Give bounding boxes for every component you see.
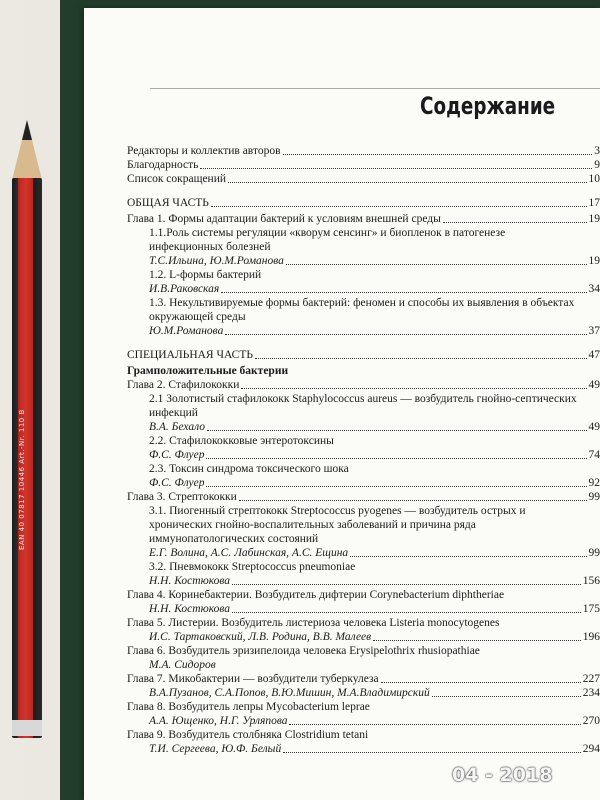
toc-sub[interactable] xyxy=(127,504,600,546)
toc-section-text: ОБЩАЯ ЧАСТЬ xyxy=(127,197,209,209)
toc-heading-text: Грамположительные бактерии xyxy=(127,365,289,377)
toc-page-number: 196 xyxy=(582,631,600,643)
toc-entry-text: Глава 7. Микобактерии — возбудители туберкулеза xyxy=(127,673,379,685)
leader-dots xyxy=(289,724,580,725)
toc-entry-text: Глава 3. Стрептококки xyxy=(127,491,237,503)
toc-page-number: 99 xyxy=(588,491,600,503)
toc-page-number: 49 xyxy=(588,379,600,391)
header-rule xyxy=(150,88,600,89)
toc-entry[interactable] xyxy=(127,644,600,658)
leader-dots xyxy=(225,334,586,335)
toc-entry-text: Редакторы и коллектив авторов xyxy=(127,145,281,157)
leader-dots xyxy=(232,612,581,613)
toc-page-number: 74 xyxy=(588,449,600,461)
leader-dots xyxy=(228,182,586,183)
toc-author-text: Т.С.Ильина, Ю.М.Романова xyxy=(149,255,284,267)
toc-author-text: Ф.С. Флуер xyxy=(149,449,205,461)
leader-dots xyxy=(206,486,586,487)
toc-author[interactable] xyxy=(127,546,600,560)
toc-author-text: Ю.М.Романова xyxy=(149,325,224,337)
toc-entry[interactable] xyxy=(127,378,600,392)
leader-dots xyxy=(381,682,581,683)
toc-page-number: 47 xyxy=(588,349,600,361)
toc-author[interactable] xyxy=(127,324,600,338)
leader-dots xyxy=(241,388,586,389)
toc-author-text: Е.Г. Волина, А.С. Лабинская, А.С. Ещина xyxy=(149,547,349,559)
toc-author-text: И.С. Тартаковский, Л.В. Родина, В.В. Малеев xyxy=(149,631,372,643)
leader-dots xyxy=(207,430,586,431)
toc-sub-text: 2.2. Стафилококковые энтеротоксины xyxy=(149,435,334,447)
leader-dots xyxy=(443,222,587,223)
toc-sub-text: 3.1. Пиогенный стрептококк Streptococcus pyogenes — возбудитель острых и хронических гнойно-воспалительных заболеваний и причина ряда иммунопатологических состояний xyxy=(149,505,526,545)
toc-gap xyxy=(127,338,600,348)
toc-sub-text: 1.3. Некультивируемые формы бактерий: феномен и способы их выявления в объектах окружающей среды xyxy=(149,297,575,323)
toc-entry[interactable] xyxy=(127,144,600,158)
leader-dots xyxy=(239,500,587,501)
toc-page-number: 227 xyxy=(582,673,600,685)
toc-author-text: Ф.С. Флуер xyxy=(149,477,205,489)
toc-page-number: 156 xyxy=(582,575,600,587)
pencil-label: EAN 40 07817 10446 Art.-Nr. 110 B xyxy=(18,409,26,550)
pencil-tip-icon xyxy=(10,120,44,180)
toc-sub-text: 2.1 Золотистый стафилококк Staphylococcus aureus — возбудитель гнойно-септических инфекций xyxy=(149,393,577,419)
toc-sub[interactable] xyxy=(127,226,600,254)
toc-author[interactable] xyxy=(127,714,600,728)
leader-dots xyxy=(283,154,593,155)
toc-entry-text: Глава 2. Стафилококки xyxy=(127,379,240,391)
leader-dots xyxy=(286,264,587,265)
toc-entry-text: Глава 8. Возбудитель лепры Mycobacterium leprae xyxy=(127,701,370,713)
toc-page-number: 270 xyxy=(582,715,600,727)
toc-page-number: 175 xyxy=(582,603,600,615)
toc-author[interactable] xyxy=(127,282,600,296)
toc-entry[interactable] xyxy=(127,700,600,714)
toc-page-number: 92 xyxy=(588,477,600,489)
toc-entry[interactable] xyxy=(127,672,600,686)
toc-entry-text: Глава 1. Формы адаптации бактерий к условиям внешней среды xyxy=(127,213,441,225)
toc-entry-text: Глава 9. Возбудитель столбняка Clostridium tetani xyxy=(127,729,369,741)
leader-dots xyxy=(350,556,586,557)
toc-heading[interactable] xyxy=(127,364,600,378)
toc-page-number: 19 xyxy=(588,213,600,225)
toc-sub[interactable] xyxy=(127,268,600,282)
toc-page-number: 3 xyxy=(594,145,600,157)
toc-author-text: А.А. Ющенко, Н.Г. Урляпова xyxy=(149,715,288,727)
toc-sub[interactable] xyxy=(127,296,600,324)
leader-dots xyxy=(221,292,586,293)
toc-author[interactable] xyxy=(127,658,600,672)
toc-entry[interactable] xyxy=(127,158,600,172)
toc-entry[interactable] xyxy=(127,728,600,742)
toc-entry-text: Глава 4. Коринебактерии. Возбудитель дифтерии Corynebacterium diphtheriae xyxy=(127,589,505,601)
pencil xyxy=(10,120,44,730)
page-title: Содержание xyxy=(420,92,556,120)
leader-dots xyxy=(200,168,592,169)
leader-dots xyxy=(206,458,586,459)
toc-author[interactable] xyxy=(127,476,600,490)
table-of-contents xyxy=(127,144,600,756)
watermark: 04 - 2018 xyxy=(452,764,553,786)
toc-entry-text: Благодарность xyxy=(127,159,199,171)
pencil-end xyxy=(12,720,42,736)
toc-author[interactable] xyxy=(127,630,600,644)
toc-section[interactable] xyxy=(127,196,600,210)
toc-author[interactable] xyxy=(127,574,600,588)
toc-author-text: Т.И. Сергеева, Ю.Ф. Белый xyxy=(149,743,282,755)
toc-sub-text: 1.1.Роль системы регуляции «кворум сенсинг» и биопленок в патогенезе инфекционных болезней xyxy=(149,227,506,253)
toc-page-number: 17 xyxy=(588,197,600,209)
toc-author-text: Н.Н. Костюкова xyxy=(149,575,231,587)
toc-entry[interactable] xyxy=(127,588,600,602)
toc-author[interactable] xyxy=(127,420,600,434)
toc-author-text: В.А. Бехало xyxy=(149,421,206,433)
toc-entry-text: Глава 5. Листерии. Возбудитель листериоза человека Listeria monocytogenes xyxy=(127,617,500,629)
toc-page-number: 234 xyxy=(582,687,600,699)
toc-section[interactable] xyxy=(127,348,600,362)
leader-dots xyxy=(255,358,587,359)
leader-dots xyxy=(283,752,581,753)
toc-sub-text: 1.2. L-формы бактерий xyxy=(149,269,262,281)
toc-page-number: 9 xyxy=(594,159,600,171)
toc-page-number: 37 xyxy=(588,325,600,337)
toc-entry-text: Глава 6. Возбудитель эризипелоида человека Erysipelothrix rhusiopathiae xyxy=(127,645,480,657)
leader-dots xyxy=(432,696,581,697)
toc-entry[interactable] xyxy=(127,212,600,226)
toc-page-number: 49 xyxy=(588,421,600,433)
toc-page-number: 19 xyxy=(588,255,600,267)
toc-section-text: СПЕЦИАЛЬНАЯ ЧАСТЬ xyxy=(127,349,253,361)
toc-author-text: М.А. Сидоров xyxy=(149,659,216,671)
toc-author[interactable] xyxy=(127,742,600,756)
toc-sub-text: 3.2. Пневмококк Streptococcus pneumoniae xyxy=(149,561,356,573)
toc-author[interactable] xyxy=(127,254,600,268)
toc-entry-text: Список сокращений xyxy=(127,173,227,185)
toc-author-text: Н.Н. Костюкова xyxy=(149,603,231,615)
toc-author-text: В.А.Пузанов, С.А.Попов, В.Ю.Мишин, М.А.Владимирский xyxy=(149,687,430,699)
toc-sub[interactable] xyxy=(127,560,600,574)
toc-entry[interactable] xyxy=(127,490,600,504)
toc-sub-text: 2.3. Токсин синдрома токсического шока xyxy=(149,463,349,475)
toc-page-number: 99 xyxy=(588,547,600,559)
toc-gap xyxy=(127,186,600,196)
toc-sub[interactable] xyxy=(127,392,600,420)
toc-page-number: 34 xyxy=(588,283,600,295)
leader-dots xyxy=(232,584,581,585)
toc-entry[interactable] xyxy=(127,616,600,630)
leader-dots xyxy=(211,206,587,207)
toc-author[interactable] xyxy=(127,602,600,616)
toc-author[interactable] xyxy=(127,686,600,700)
toc-sub[interactable] xyxy=(127,462,600,476)
toc-author[interactable] xyxy=(127,448,600,462)
leader-dots xyxy=(373,640,581,641)
toc-sub[interactable] xyxy=(127,434,600,448)
toc-page-number: 294 xyxy=(582,743,600,755)
toc-page-number: 10 xyxy=(588,173,600,185)
toc-entry[interactable] xyxy=(127,172,600,186)
toc-author-text: И.В.Раковская xyxy=(149,283,220,295)
